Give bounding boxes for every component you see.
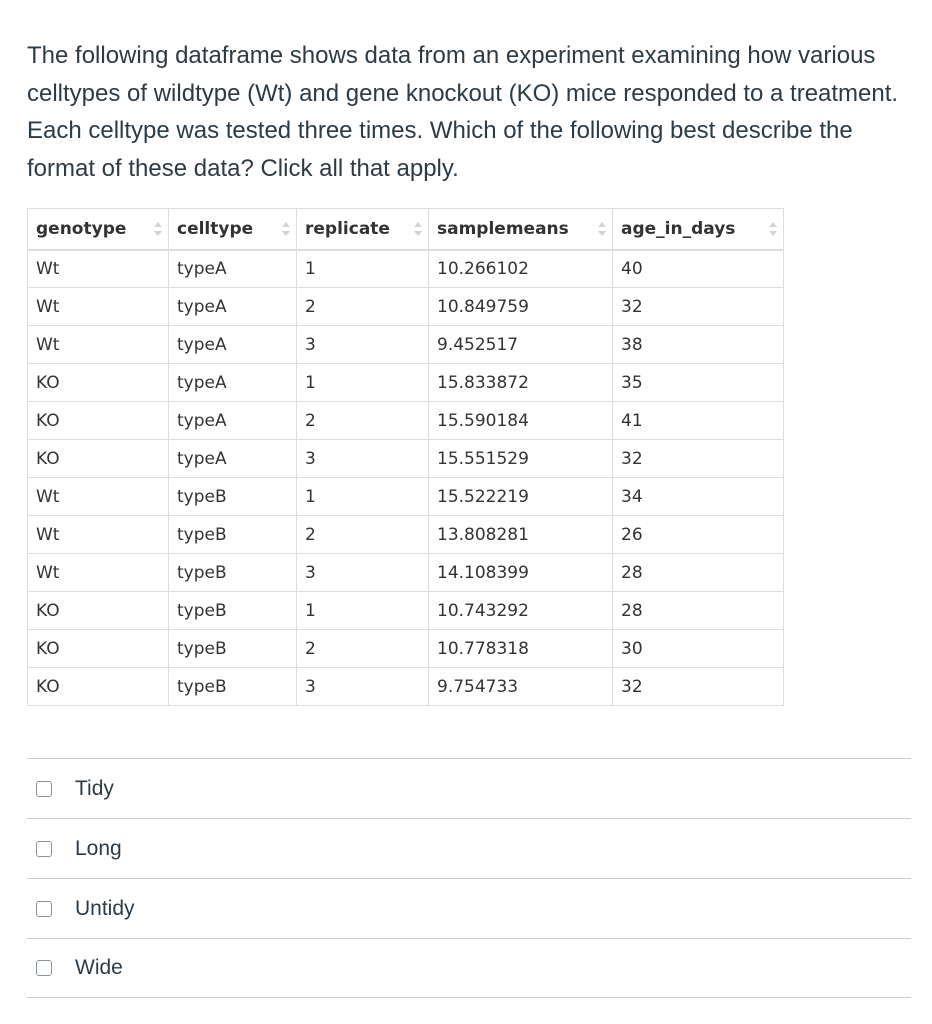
table-row: [28, 250, 784, 288]
table-row: [28, 554, 784, 592]
column-header-genotype[interactable]: genotype: [28, 209, 169, 250]
table-cell-age-in-days: 30: [613, 630, 784, 668]
question-text: The following dataframe shows data from an experiment examining how various celltypes of wildtype (Wt) and gene knockout (KO) mice responded to a treatment. Each celltype was tested three times. Which of the following best describe the format of these data? Click all that apply.: [27, 42, 899, 182]
table-cell-replicate: 3: [297, 326, 429, 364]
table-cell-celltype: typeB: [169, 516, 297, 554]
checkbox[interactable]: [36, 841, 52, 857]
table-cell-samplemeans: 15.551529: [429, 440, 613, 478]
answer-option-tidy[interactable]: [27, 758, 911, 818]
table-row: [28, 478, 784, 516]
table-cell-age-in-days: 32: [613, 668, 784, 706]
answer-option-wide[interactable]: [27, 938, 911, 998]
sort-icon[interactable]: [769, 222, 777, 236]
answer-option-long[interactable]: [27, 818, 911, 878]
table-cell-samplemeans: 14.108399: [429, 554, 613, 592]
table-cell-genotype: KO: [28, 364, 169, 402]
checkbox[interactable]: [36, 781, 52, 797]
table-row: [28, 326, 784, 364]
table-cell-samplemeans: 15.522219: [429, 478, 613, 516]
table-cell-samplemeans: 10.266102: [429, 250, 613, 288]
table-cell-age-in-days: 28: [613, 592, 784, 630]
table-cell-age-in-days: 32: [613, 288, 784, 326]
table-cell-celltype: typeA: [169, 288, 297, 326]
table-cell-replicate: 3: [297, 554, 429, 592]
table-cell-samplemeans: 10.743292: [429, 592, 613, 630]
table-cell-celltype: typeB: [169, 478, 297, 516]
column-header-samplemeans[interactable]: samplemeans: [429, 209, 613, 250]
table-row: [28, 592, 784, 630]
table-cell-samplemeans: 9.754733: [429, 668, 613, 706]
table-cell-genotype: KO: [28, 630, 169, 668]
table-cell-genotype: KO: [28, 668, 169, 706]
sort-icon[interactable]: [598, 222, 606, 236]
table-cell-celltype: typeA: [169, 440, 297, 478]
answer-option-label[interactable]: Untidy: [75, 896, 135, 920]
table-cell-age-in-days: 41: [613, 402, 784, 440]
sort-icon[interactable]: [282, 222, 290, 236]
table-cell-celltype: typeB: [169, 592, 297, 630]
dataframe-table: [27, 208, 784, 706]
checkbox[interactable]: [36, 960, 52, 976]
table-row: [28, 364, 784, 402]
table-cell-age-in-days: 26: [613, 516, 784, 554]
table-cell-replicate: 1: [297, 364, 429, 402]
sort-icon[interactable]: [414, 222, 422, 236]
table-cell-replicate: 2: [297, 516, 429, 554]
table-row: [28, 630, 784, 668]
answer-option-label[interactable]: Tidy: [75, 776, 114, 800]
table-cell-age-in-days: 32: [613, 440, 784, 478]
answer-option-label[interactable]: Long: [75, 836, 122, 860]
table-cell-replicate: 2: [297, 630, 429, 668]
column-header-celltype[interactable]: celltype: [169, 209, 297, 250]
table-cell-celltype: typeB: [169, 630, 297, 668]
table-cell-celltype: typeB: [169, 554, 297, 592]
table-cell-genotype: Wt: [28, 288, 169, 326]
table-cell-replicate: 3: [297, 668, 429, 706]
column-header-replicate[interactable]: replicate: [297, 209, 429, 250]
table-cell-age-in-days: 40: [613, 250, 784, 288]
table-row: [28, 516, 784, 554]
table-cell-replicate: 3: [297, 440, 429, 478]
sort-icon[interactable]: [154, 222, 162, 236]
table-row: [28, 668, 784, 706]
table-cell-replicate: 2: [297, 288, 429, 326]
table-cell-genotype: Wt: [28, 554, 169, 592]
table-cell-celltype: typeA: [169, 402, 297, 440]
table-cell-genotype: Wt: [28, 326, 169, 364]
table-cell-age-in-days: 28: [613, 554, 784, 592]
table-cell-samplemeans: 10.778318: [429, 630, 613, 668]
table-cell-age-in-days: 34: [613, 478, 784, 516]
table-cell-genotype: KO: [28, 402, 169, 440]
table-cell-replicate: 1: [297, 250, 429, 288]
table-header-row: [28, 209, 784, 250]
table-cell-genotype: KO: [28, 592, 169, 630]
table-cell-genotype: KO: [28, 440, 169, 478]
table-cell-replicate: 1: [297, 478, 429, 516]
answer-option-untidy[interactable]: [27, 878, 911, 938]
table-cell-celltype: typeA: [169, 364, 297, 402]
table-cell-celltype: typeB: [169, 668, 297, 706]
answer-options: [27, 758, 911, 998]
table-cell-replicate: 1: [297, 592, 429, 630]
checkbox[interactable]: [36, 901, 52, 917]
table-cell-genotype: Wt: [28, 478, 169, 516]
table-cell-celltype: typeA: [169, 326, 297, 364]
table-cell-age-in-days: 35: [613, 364, 784, 402]
answer-option-label[interactable]: Wide: [75, 956, 123, 979]
table-row: [28, 288, 784, 326]
table-row: [28, 440, 784, 478]
table-cell-samplemeans: 9.452517: [429, 326, 613, 364]
table-cell-celltype: typeA: [169, 250, 297, 288]
table-cell-samplemeans: 15.590184: [429, 402, 613, 440]
table-row: [28, 402, 784, 440]
table-cell-genotype: Wt: [28, 250, 169, 288]
table-cell-age-in-days: 38: [613, 326, 784, 364]
table-cell-replicate: 2: [297, 402, 429, 440]
table-cell-samplemeans: 15.833872: [429, 364, 613, 402]
table-cell-samplemeans: 10.849759: [429, 288, 613, 326]
table-cell-genotype: Wt: [28, 516, 169, 554]
table-cell-samplemeans: 13.808281: [429, 516, 613, 554]
column-header-age-in-days[interactable]: age_in_days: [613, 209, 784, 250]
